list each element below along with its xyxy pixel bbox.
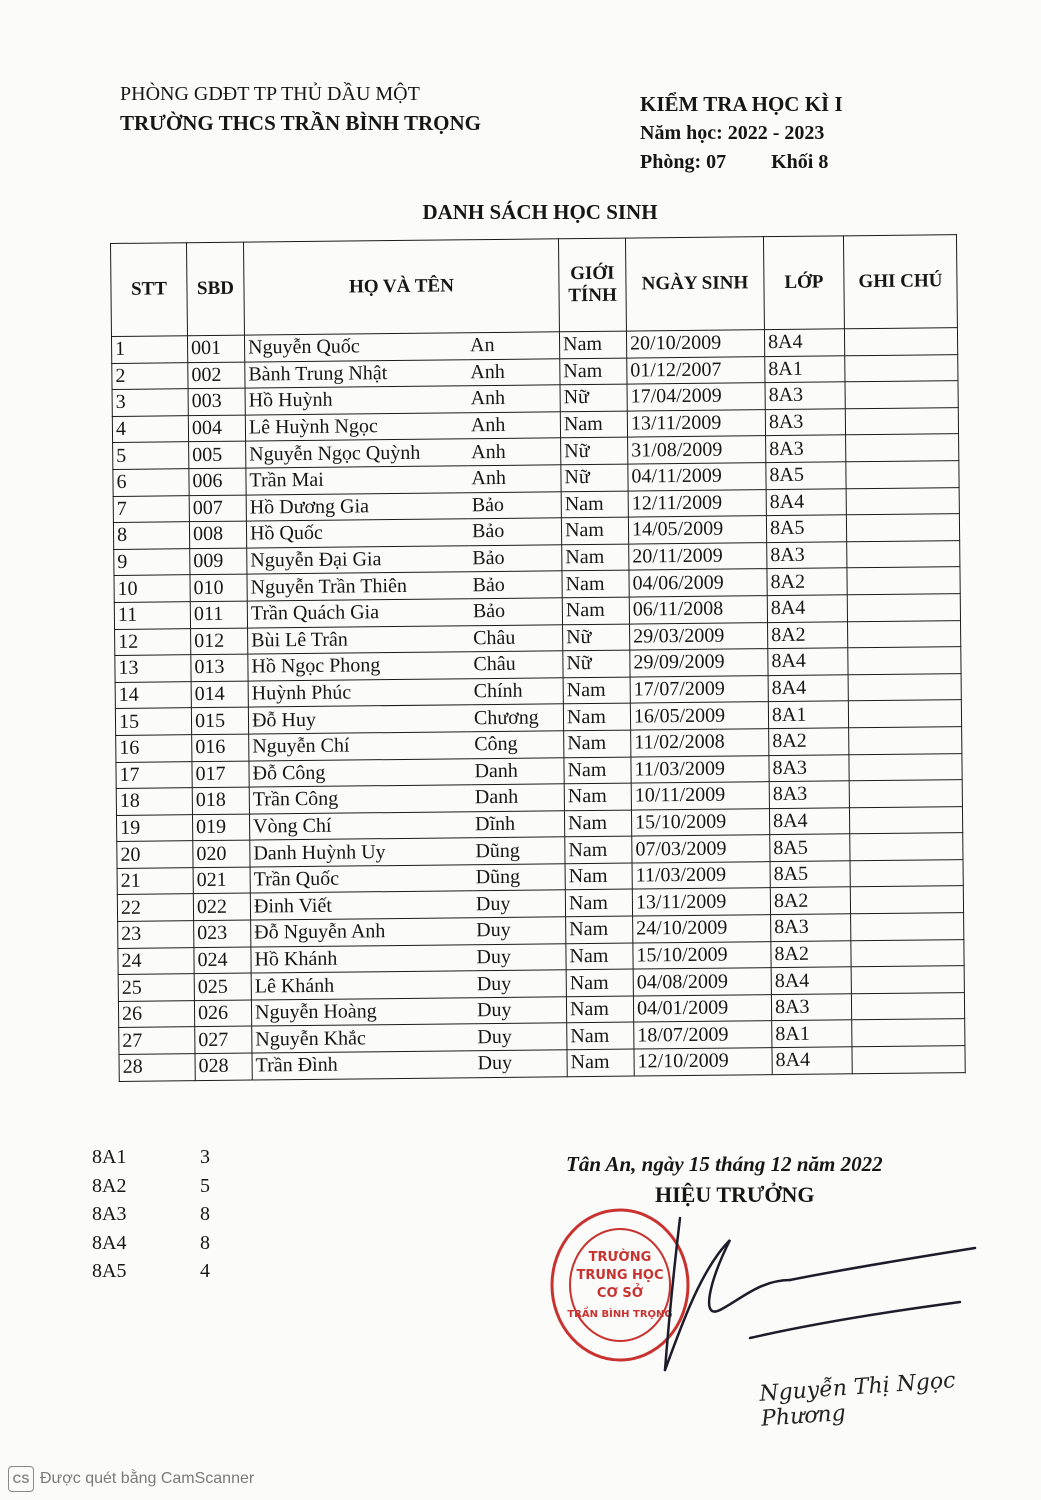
cell-sbd: 003: [188, 388, 245, 415]
cell-class: 8A2: [768, 621, 848, 648]
cell-last-name: Nguyễn Quốc: [244, 333, 467, 362]
cell-dob: 15/10/2009: [631, 808, 769, 836]
col-header-stt: STT: [111, 243, 188, 337]
col-header-name: HỌ VÀ TÊN: [243, 239, 559, 335]
summary-count: 8: [200, 1203, 210, 1225]
cell-first-name: Anh: [467, 358, 560, 386]
cell-first-name: Dĩnh: [472, 810, 565, 838]
scanner-watermark: [8, 1466, 254, 1492]
cell-note: [849, 806, 962, 834]
cell-sbd: 028: [195, 1053, 252, 1080]
cell-stt: 15: [115, 708, 191, 735]
cell-last-name: Trần Đình: [252, 1051, 475, 1080]
cell-stt: 23: [118, 921, 194, 948]
cell-class: 8A3: [766, 435, 846, 462]
cell-stt: 16: [116, 735, 192, 762]
cell-first-name: Công: [471, 731, 564, 759]
cell-note: [848, 647, 961, 675]
grade-level: Khối 8: [771, 151, 829, 173]
cell-first-name: Bảo: [469, 571, 562, 599]
cell-first-name: Danh: [472, 784, 565, 812]
cell-gender: Nam: [566, 943, 633, 970]
cell-stt: 3: [112, 389, 188, 416]
cell-gender: Nam: [564, 810, 631, 837]
cell-class: 8A3: [771, 914, 851, 941]
exam-header: [640, 90, 843, 177]
cell-dob: 18/07/2009: [634, 1021, 772, 1049]
room-number: Phòng: 07: [640, 151, 727, 173]
cell-class: 8A2: [771, 940, 851, 967]
cell-sbd: 022: [193, 894, 250, 921]
cell-last-name: Trần Quách Gia: [247, 599, 470, 628]
cell-class: 8A3: [767, 542, 847, 569]
cell-last-name: Huỳnh Phúc: [248, 678, 471, 707]
cell-last-name: Nguyễn Chí: [249, 732, 472, 761]
cell-last-name: Vòng Chí: [249, 811, 472, 840]
cell-class: 8A5: [766, 462, 846, 489]
cell-class: 8A1: [765, 355, 845, 382]
cell-last-name: Lê Khánh: [251, 971, 474, 1000]
cell-dob: 20/11/2009: [629, 542, 767, 570]
cell-first-name: Duy: [473, 943, 566, 971]
cell-note: [850, 859, 963, 887]
cell-last-name: Bùi Lê Trân: [248, 625, 471, 654]
cell-gender: Nam: [563, 703, 630, 730]
cell-sbd: 007: [189, 495, 246, 522]
cell-sbd: 001: [187, 335, 244, 362]
cell-sbd: 020: [193, 840, 250, 867]
cell-last-name: Hồ Quốc: [246, 519, 469, 548]
cell-note: [846, 487, 959, 515]
cell-gender: Nữ: [561, 437, 628, 464]
cell-dob: 11/02/2008: [631, 729, 769, 757]
cell-gender: Nữ: [563, 624, 630, 651]
cell-stt: 10: [114, 575, 190, 602]
cell-class: 8A4: [767, 595, 847, 622]
cell-last-name: Trần Quốc: [250, 865, 473, 894]
cell-first-name: Duy: [474, 1023, 567, 1051]
cell-note: [848, 673, 961, 701]
cell-sbd: 014: [191, 681, 248, 708]
cell-gender: Nữ: [560, 384, 627, 411]
cell-dob: 17/04/2009: [627, 383, 765, 411]
cell-last-name: Nguyễn Trần Thiên: [247, 572, 470, 601]
cell-last-name: Đỗ Nguyễn Anh: [251, 918, 474, 947]
cell-class: 8A3: [771, 994, 851, 1021]
cell-gender: Nam: [567, 1049, 634, 1076]
cell-last-name: Bành Trung Nhật: [245, 359, 468, 388]
cell-dob: 11/03/2009: [632, 861, 770, 889]
cell-class: 8A4: [771, 967, 851, 994]
cell-first-name: Chính: [471, 677, 564, 705]
cell-dob: 13/11/2009: [627, 409, 765, 437]
cell-stt: 20: [117, 841, 193, 868]
cell-first-name: Danh: [471, 757, 564, 785]
stamp-line2: TRUNG HỌC: [576, 1268, 664, 1283]
department-name: PHÒNG GDĐT TP THỦ DẦU MỘT: [120, 83, 420, 105]
school-year: Năm học: 2022 - 2023: [640, 122, 825, 144]
cell-note: [847, 567, 960, 595]
cell-last-name: Đỗ Huy: [248, 705, 471, 734]
cell-sbd: 008: [189, 521, 246, 548]
cell-first-name: Anh: [468, 465, 561, 493]
cell-sbd: 018: [192, 787, 249, 814]
cell-dob: 31/08/2009: [628, 436, 766, 464]
cell-sbd: 013: [191, 654, 248, 681]
cell-dob: 04/08/2009: [633, 968, 771, 996]
cell-note: [851, 913, 964, 941]
cell-dob: 17/07/2009: [630, 675, 768, 703]
cell-gender: Nam: [560, 358, 627, 385]
school-header: [120, 80, 481, 138]
stamp-line4: TRẦN BÌNH TRỌNG: [567, 1309, 673, 1320]
student-rows: [111, 328, 965, 1081]
summary-class: 8A4: [92, 1231, 127, 1254]
cell-first-name: Bảo: [469, 518, 562, 546]
cell-gender: Nam: [564, 730, 631, 757]
cell-dob: 06/11/2008: [629, 596, 767, 624]
cell-class: 8A3: [765, 382, 845, 409]
col-header-sbd: SBD: [187, 242, 245, 336]
cell-note: [849, 780, 962, 808]
cell-last-name: Nguyễn Hoàng: [251, 998, 474, 1027]
cell-sbd: 012: [191, 628, 248, 655]
cell-dob: 11/03/2009: [631, 755, 769, 783]
cell-stt: 14: [115, 681, 191, 708]
cell-gender: Nam: [566, 969, 633, 996]
cell-class: 8A5: [766, 515, 846, 542]
cell-class: 8A3: [769, 781, 849, 808]
camscanner-logo-icon: CS: [8, 1466, 34, 1492]
cell-note: [846, 461, 959, 489]
cell-stt: 8: [113, 522, 189, 549]
cell-first-name: Anh: [468, 412, 561, 440]
cell-stt: 17: [116, 761, 192, 788]
cell-class: 8A2: [770, 887, 850, 914]
summary-class: 8A3: [92, 1203, 127, 1225]
cell-sbd: 019: [192, 814, 249, 841]
cell-first-name: Chương: [471, 704, 564, 732]
col-header-dob: NGÀY SINH: [625, 237, 764, 331]
cell-class: 8A4: [768, 675, 848, 702]
student-table: [110, 234, 966, 1081]
cell-gender: Nam: [565, 890, 632, 917]
cell-first-name: Anh: [468, 385, 561, 413]
cell-dob: 15/10/2009: [633, 941, 771, 969]
summary-count: 4: [200, 1260, 210, 1282]
cell-gender: Nam: [567, 1022, 634, 1049]
signer-role: HIỆU TRƯỞNG: [655, 1182, 815, 1207]
cell-last-name: Danh Huỳnh Uy: [250, 838, 473, 867]
cell-sbd: 005: [189, 441, 246, 468]
cell-stt: 24: [118, 947, 194, 974]
cell-dob: 20/10/2009: [626, 330, 764, 358]
cell-last-name: Trần Công: [249, 785, 472, 814]
cell-class: 8A4: [772, 1047, 852, 1074]
cell-sbd: 011: [190, 601, 247, 628]
cell-last-name: Nguyễn Khắc: [252, 1024, 475, 1053]
cell-stt: 28: [119, 1054, 195, 1081]
scanner-text: Được quét bằng CamScanner: [40, 1470, 255, 1487]
exam-title: KIỂM TRA HỌC KÌ I: [640, 92, 843, 116]
place-date: Tân An, ngày 15 tháng 12 năm 2022: [566, 1152, 883, 1176]
cell-note: [851, 966, 964, 994]
cell-gender: Nam: [564, 757, 631, 784]
summary-row: [92, 1232, 230, 1261]
cell-first-name: Duy: [473, 917, 566, 945]
cell-stt: 22: [117, 894, 193, 921]
cell-first-name: An: [467, 332, 560, 360]
cell-note: [847, 540, 960, 568]
cell-stt: 19: [116, 814, 192, 841]
summary-class: 8A2: [92, 1174, 127, 1197]
cell-gender: Nam: [562, 570, 629, 597]
summary-row: [92, 1260, 230, 1289]
cell-sbd: 004: [188, 415, 245, 442]
cell-gender: Nam: [564, 783, 631, 810]
cell-dob: 16/05/2009: [630, 702, 768, 730]
cell-stt: 12: [115, 628, 191, 655]
cell-stt: 2: [112, 362, 188, 389]
signature-icon: [640, 1210, 990, 1380]
cell-class: 8A5: [770, 834, 850, 861]
summary-count: 8: [200, 1231, 210, 1254]
cell-gender: Nam: [561, 491, 628, 518]
cell-dob: 14/05/2009: [628, 516, 766, 544]
cell-note: [844, 328, 957, 356]
cell-first-name: Bảo: [469, 491, 562, 519]
cell-class: 8A5: [770, 861, 850, 888]
cell-stt: 26: [118, 1001, 194, 1028]
stamp-line1: TRƯỜNG: [588, 1250, 652, 1265]
col-header-gender: GIỚI TÍNH: [558, 238, 626, 332]
cell-dob: 13/11/2009: [632, 888, 770, 916]
cell-last-name: Hồ Khánh: [251, 944, 474, 973]
cell-first-name: Bảo: [469, 545, 562, 573]
cell-gender: Nam: [565, 863, 632, 890]
cell-stt: 9: [114, 548, 190, 575]
summary-count: 5: [200, 1174, 210, 1197]
col-header-class: LỚP: [763, 236, 844, 330]
stamp-line3: CƠ SỞ: [596, 1286, 644, 1301]
cell-first-name: Châu: [470, 651, 563, 679]
cell-sbd: 027: [195, 1026, 252, 1053]
summary-count: 3: [200, 1146, 210, 1168]
cell-gender: Nam: [563, 677, 630, 704]
cell-gender: Nam: [560, 411, 627, 438]
summary-class: 8A5: [92, 1260, 127, 1282]
cell-last-name: Đinh Viết: [250, 891, 473, 920]
cell-sbd: 017: [192, 761, 249, 788]
cell-first-name: Anh: [468, 438, 561, 466]
cell-gender: Nữ: [563, 650, 630, 677]
cell-class: 8A4: [766, 488, 846, 515]
cell-sbd: 009: [190, 548, 247, 575]
cell-stt: 1: [111, 336, 187, 363]
cell-dob: 29/09/2009: [630, 649, 768, 677]
cell-class: 8A3: [769, 754, 849, 781]
cell-note: [845, 407, 958, 435]
cell-sbd: 023: [194, 920, 251, 947]
cell-note: [850, 886, 963, 914]
cell-class: 8A1: [772, 1020, 852, 1047]
cell-sbd: 010: [190, 574, 247, 601]
cell-class: 8A2: [767, 568, 847, 595]
cell-sbd: 002: [188, 362, 245, 389]
cell-first-name: Duy: [473, 890, 566, 918]
cell-sbd: 016: [192, 734, 249, 761]
cell-stt: 11: [114, 602, 190, 629]
cell-first-name: Dũng: [472, 837, 565, 865]
cell-stt: 5: [113, 442, 189, 469]
cell-stt: 18: [116, 788, 192, 815]
cell-class: 8A3: [765, 409, 845, 436]
cell-class: 8A1: [768, 701, 848, 728]
cell-last-name: Trần Mai: [246, 466, 469, 495]
cell-note: [847, 594, 960, 622]
cell-first-name: Duy: [474, 1050, 567, 1078]
cell-note: [850, 833, 963, 861]
cell-note: [848, 620, 961, 648]
cell-note: [846, 434, 959, 462]
cell-dob: 12/11/2009: [628, 489, 766, 517]
cell-dob: 01/12/2007: [627, 356, 765, 384]
cell-gender: Nam: [566, 916, 633, 943]
cell-first-name: Duy: [474, 997, 567, 1025]
cell-stt: 25: [118, 974, 194, 1001]
cell-note: [848, 700, 961, 728]
cell-note: [852, 1019, 965, 1047]
cell-last-name: Hồ Dương Gia: [246, 492, 469, 521]
cell-last-name: Hồ Ngọc Phong: [248, 652, 471, 681]
cell-class: 8A4: [768, 648, 848, 675]
cell-dob: 24/10/2009: [633, 915, 771, 943]
cell-gender: Nam: [559, 331, 626, 358]
cell-last-name: Nguyễn Đại Gia: [247, 546, 470, 575]
cell-note: [845, 354, 958, 382]
cell-dob: 04/11/2009: [628, 463, 766, 491]
cell-class: 8A4: [764, 329, 844, 356]
cell-dob: 12/10/2009: [634, 1048, 772, 1076]
cell-dob: 04/01/2009: [633, 994, 771, 1022]
class-summary: [92, 1146, 230, 1289]
cell-dob: 04/06/2009: [629, 569, 767, 597]
cell-note: [845, 381, 958, 409]
signer-name: Nguyễn Thị Ngọc Phương: [758, 1368, 957, 1432]
summary-row: [92, 1203, 230, 1232]
cell-last-name: Nguyễn Ngọc Quỳnh: [246, 439, 469, 468]
cell-dob: 29/03/2009: [630, 622, 768, 650]
cell-stt: 27: [119, 1027, 195, 1054]
cell-class: 8A2: [769, 728, 849, 755]
cell-stt: 7: [113, 495, 189, 522]
room-grade-row: [640, 148, 843, 177]
cell-dob: 10/11/2009: [631, 782, 769, 810]
cell-sbd: 024: [194, 947, 251, 974]
table-header-row: [111, 235, 958, 337]
cell-gender: Nữ: [561, 464, 628, 491]
cell-note: [846, 514, 959, 542]
cell-gender: Nam: [561, 517, 628, 544]
cell-sbd: 025: [194, 973, 251, 1000]
cell-last-name: Đỗ Công: [249, 758, 472, 787]
cell-last-name: Hồ Huỳnh: [245, 386, 468, 415]
cell-first-name: Châu: [470, 624, 563, 652]
cell-gender: Nam: [565, 836, 632, 863]
school-name: TRƯỜNG THCS TRẦN BÌNH TRỌNG: [120, 111, 481, 135]
page-title: DANH SÁCH HỌC SINH: [422, 200, 658, 224]
cell-dob: 07/03/2009: [632, 835, 770, 863]
cell-note: [852, 1046, 965, 1074]
cell-first-name: Duy: [474, 970, 567, 998]
cell-note: [851, 992, 964, 1020]
cell-note: [851, 939, 964, 967]
cell-stt: 21: [117, 868, 193, 895]
cell-sbd: 021: [193, 867, 250, 894]
cell-note: [849, 727, 962, 755]
cell-sbd: 015: [191, 707, 248, 734]
cell-gender: Nam: [562, 597, 629, 624]
cell-last-name: Lê Huỳnh Ngọc: [245, 413, 468, 442]
cell-note: [849, 753, 962, 781]
col-header-note: GHI CHÚ: [843, 235, 957, 329]
summary-class: 8A1: [92, 1146, 127, 1168]
summary-row: [92, 1175, 230, 1204]
cell-gender: Nam: [562, 544, 629, 571]
cell-gender: Nam: [566, 996, 633, 1023]
cell-first-name: Dũng: [473, 864, 566, 892]
cell-first-name: Bảo: [470, 598, 563, 626]
cell-stt: 6: [113, 469, 189, 496]
cell-stt: 4: [112, 415, 188, 442]
cell-sbd: 006: [189, 468, 246, 495]
cell-class: 8A4: [769, 807, 849, 834]
summary-row: [92, 1146, 230, 1175]
cell-sbd: 026: [194, 1000, 251, 1027]
cell-stt: 13: [115, 655, 191, 682]
